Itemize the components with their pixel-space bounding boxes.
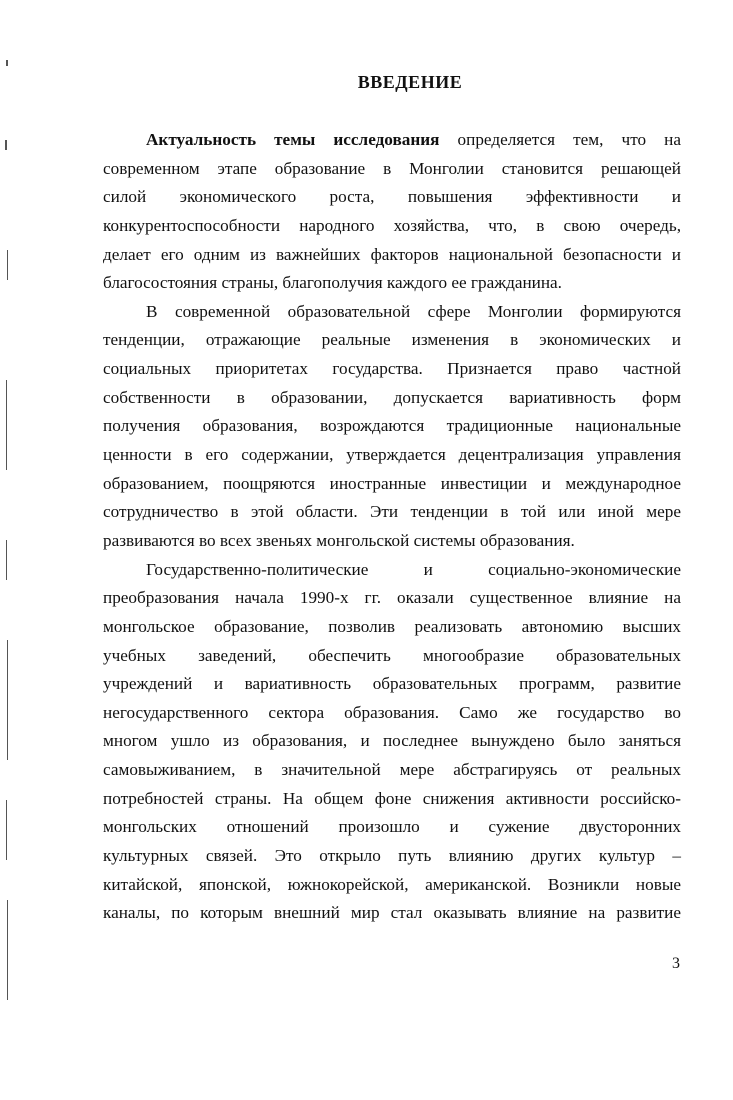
paragraph-2 xyxy=(103,298,681,556)
text-line: потребностей страны. На общем фоне снижения активности российско- xyxy=(103,788,681,808)
line-text: определяется тем, что на xyxy=(439,130,681,149)
body-text xyxy=(103,126,681,928)
section-heading: ВВЕДЕНИЕ xyxy=(357,72,463,92)
scan-artifact xyxy=(7,250,8,280)
text-line: сотрудничество в этой области. Эти тенденции в той или иной мере xyxy=(103,502,681,522)
text-line: В современной образовательной сфере Монголии формируются xyxy=(146,301,681,321)
text-line: образованием, поощряются иностранные инвестиции и международное xyxy=(103,473,681,493)
text-line: развиваются во всех звеньях монгольской системы образования. xyxy=(103,530,575,550)
text-line: Государственно-политические и социально-экономические xyxy=(146,559,681,579)
text-line: многом ушло из образования, и последнее вынуждено было заняться xyxy=(103,731,681,751)
text-line: учреждений и вариативность образовательных программ, развитие xyxy=(103,674,681,694)
scan-artifact xyxy=(6,800,7,860)
text-line: современном этапе образование в Монголии становится решающей xyxy=(103,158,681,178)
text-line: силой экономического роста, повышения эффективности и xyxy=(103,187,681,207)
text-line: самовыживанием, в значительной мере абстрагируясь от реальных xyxy=(103,760,681,780)
text-line xyxy=(103,126,681,155)
paragraph-3 xyxy=(103,556,681,928)
text-line: негосударственного сектора образования. Само же государство во xyxy=(103,702,681,722)
text-line: ценности в его содержании, утверждается децентрализация управления xyxy=(103,445,681,465)
text-line: конкурентоспособности народного хозяйства, что, в свою очередь, xyxy=(103,215,681,235)
scan-artifact xyxy=(6,60,8,66)
scan-artifact xyxy=(5,140,7,150)
scan-artifact xyxy=(6,380,7,470)
text-line: получения образования, возрождаются традиционные национальные xyxy=(103,416,681,436)
paragraph-1 xyxy=(103,126,681,298)
text-line: каналы, по которым внешний мир стал оказывать влияние на развитие xyxy=(103,903,681,923)
page-number: 3 xyxy=(672,955,680,972)
text-line: делает его одним из важнейших факторов национальной безопасности и xyxy=(103,244,681,264)
text-line: преобразования начала 1990-х гг. оказали существенное влияние на xyxy=(103,588,681,608)
scan-artifact xyxy=(6,540,7,580)
text-line: монгольских отношений произошло и сужение двусторонних xyxy=(103,817,681,837)
text-line: учебных заведений, обеспечить многообразие образовательных xyxy=(103,645,681,665)
text-line: монгольское образование, позволив реализовать автономию высших xyxy=(103,616,681,636)
text-line: благосостояния страны, благополучия каждого ее гражданина. xyxy=(103,273,562,293)
text-line: культурных связей. Это открыло путь влиянию других культур – xyxy=(103,846,681,866)
text-line: китайской, японской, южнокорейской, американской. Возникли новые xyxy=(103,874,681,894)
text-line: социальных приоритетах государства. Признается право частной xyxy=(103,359,681,379)
text-line: собственности в образовании, допускается вариативность форм xyxy=(103,387,681,407)
text-line: тенденции, отражающие реальные изменения в экономических и xyxy=(103,330,681,350)
scan-artifact xyxy=(7,640,8,760)
bold-phrase: Актуальность темы исследования xyxy=(146,130,440,149)
scan-artifact xyxy=(7,900,8,1000)
